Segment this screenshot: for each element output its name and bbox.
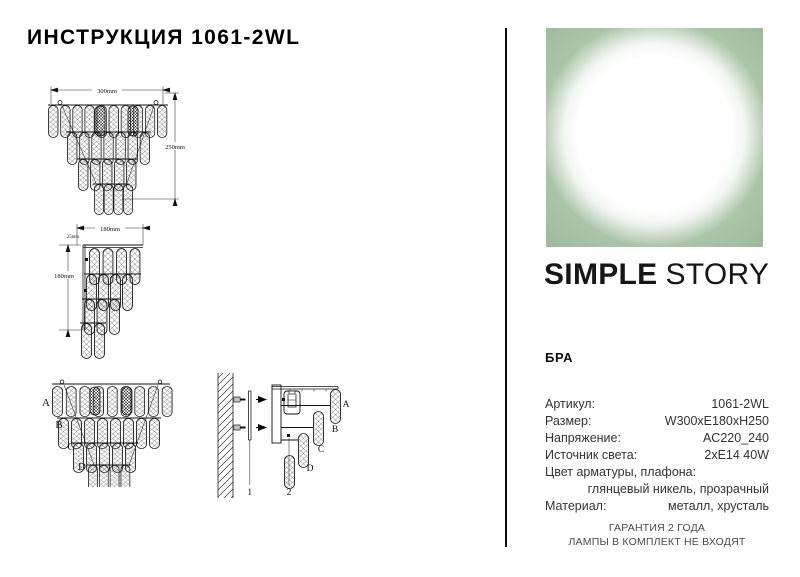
warranty-note: ГАРАНТИЯ 2 ГОДА	[608, 522, 706, 534]
brand-word-simple: SIMPLE	[544, 258, 658, 291]
spec-value: металл, хрусталь	[668, 499, 769, 513]
spec-value: W300xE180xH250	[664, 414, 769, 428]
spec-label: Материал:	[545, 499, 607, 513]
brand-light-graphic	[546, 28, 763, 247]
tier-label-d: D	[78, 461, 86, 473]
tier-label-b: B	[55, 419, 63, 431]
spec-label: Размер:	[545, 414, 592, 428]
part-label-2: 2	[286, 488, 292, 498]
spec-row-material	[545, 498, 769, 515]
side-depth-dimension: 25mm	[66, 235, 80, 240]
spec-value: AC220_240	[702, 431, 769, 445]
front-width-dimension: 300mm	[97, 87, 117, 95]
spec-row-light-source	[545, 447, 769, 464]
spec-list	[545, 396, 769, 515]
footer-notes	[545, 521, 769, 549]
spec-row-article	[545, 396, 769, 413]
page-title: ИНСТРУКЦИЯ 1061-2WL	[27, 26, 301, 49]
mount-tier-c: C	[317, 445, 325, 455]
tier-label-a: A	[42, 397, 50, 409]
spec-value: 2xE14 40W	[704, 448, 769, 462]
crystal-tiers	[49, 105, 167, 214]
mount-bracket-dot	[84, 289, 87, 292]
front-view-drawing	[38, 80, 223, 220]
lamp-backplate	[272, 385, 281, 443]
wall-section	[218, 373, 233, 498]
mounting-plate	[249, 391, 252, 440]
bulb-socket	[284, 391, 300, 414]
part-label-1: 1	[247, 488, 253, 498]
side-view-drawing	[45, 215, 160, 365]
crystal-tiers-labeled	[53, 386, 173, 487]
screw-icon	[234, 397, 246, 402]
brand-logo	[544, 258, 769, 292]
tier-diagram-drawing	[30, 372, 195, 487]
mount-tier-d: D	[306, 464, 314, 474]
spec-label: Напряжение:	[545, 431, 621, 445]
spec-row-color-label: Цвет арматуры, плафона:	[545, 465, 697, 479]
mount-tier-a: A	[342, 400, 350, 410]
mounting-diagram-drawing	[212, 370, 357, 502]
spec-label: Артикул:	[545, 397, 596, 411]
spec-row-voltage	[545, 430, 769, 447]
spec-value: 1061-2WL	[711, 397, 769, 411]
lamps-note: ЛАМПЫ В КОМПЛЕКТ НЕ ВХОДЯТ	[568, 536, 746, 548]
vertical-divider	[505, 28, 507, 547]
brand-word-story: STORY	[665, 258, 770, 291]
tier-label-c: C	[67, 441, 75, 453]
spec-label: Источник света:	[545, 448, 638, 462]
spec-row-color-value: глянцевый никель, прозрачный	[587, 482, 769, 496]
spec-row-size	[545, 413, 769, 430]
mount-bracket-dot	[85, 258, 88, 261]
mount-tier-b: B	[331, 425, 339, 435]
side-width-dimension: 180mm	[100, 225, 120, 233]
front-height-dimension: 250mm	[165, 143, 185, 151]
side-height-dimension: 180mm	[54, 272, 74, 280]
product-type-label: БРА	[545, 350, 574, 365]
screw-icon	[234, 425, 246, 430]
crystal-tiers-side	[82, 249, 140, 359]
